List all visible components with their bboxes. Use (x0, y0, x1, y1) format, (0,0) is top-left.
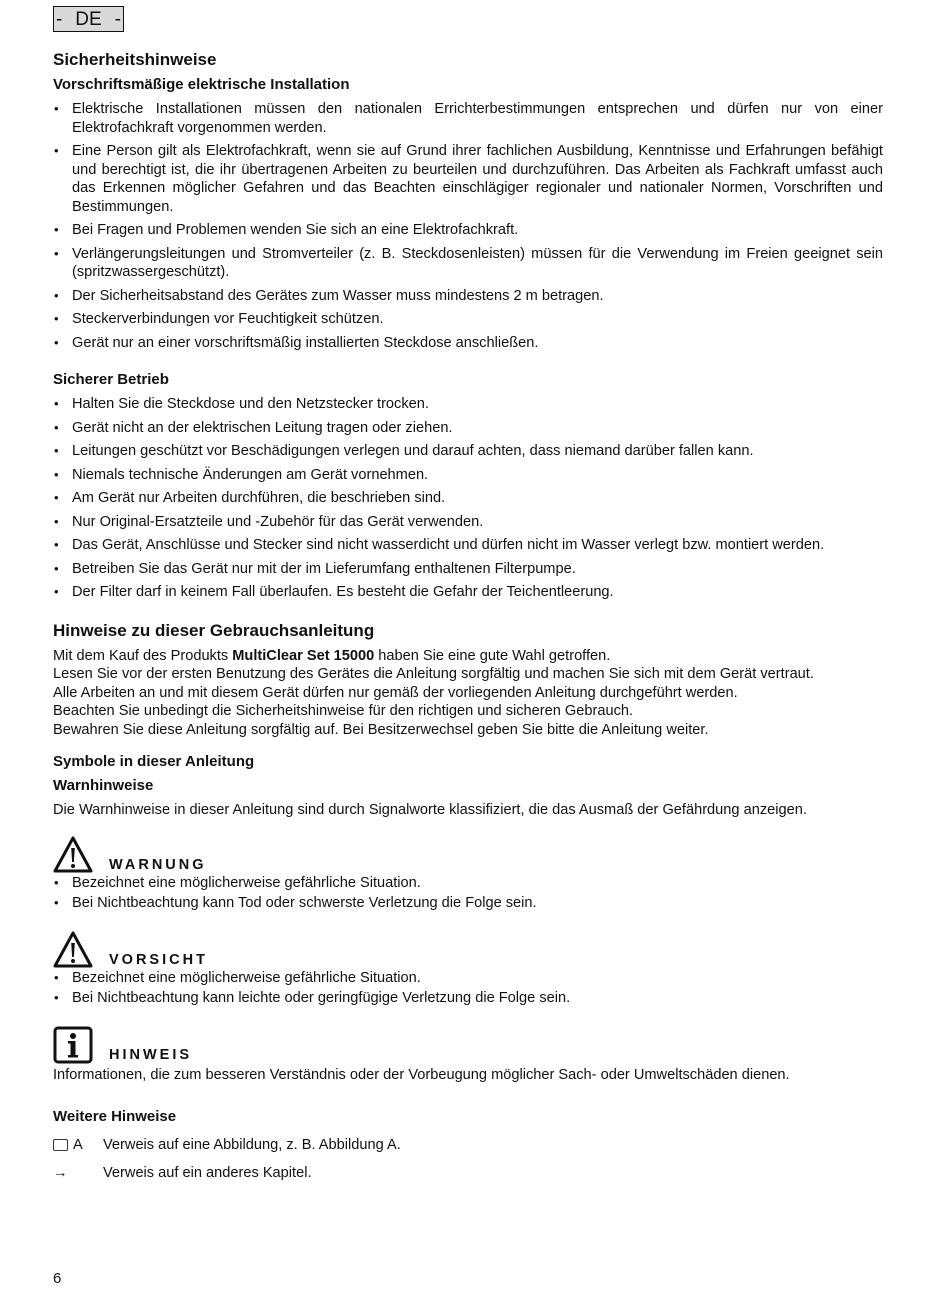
hinweis-text: Informationen, die zum besseren Verständnis oder der Vorbeugung möglicher Sach- oder Umweltschäden dienen. (53, 1066, 790, 1083)
hinweis-header (53, 1024, 883, 1064)
figure-letter: A (73, 1137, 83, 1153)
warnung-list (53, 874, 883, 913)
vorsicht-list (53, 969, 883, 1008)
page-number: 6 (53, 1270, 62, 1287)
figure-reference-row (53, 1136, 883, 1155)
list-item: • Das Gerät, Anschlüsse und Stecker sind nicht wasserdicht und dürfen nicht im Wasser verlegt bzw. montiert werden. (53, 536, 883, 555)
list-item: • Bei Nichtbeachtung kann leichte oder geringfügige Verletzung die Folge sein. (53, 989, 883, 1008)
lang-dash-left: - (56, 9, 63, 30)
safe-operation-heading: Sicherer Betrieb (53, 371, 169, 388)
list-item: • Eine Person gilt als Elektrofachkraft, wenn sie auf Grund ihrer fachlichen Ausbildung, Kenntnisse und Erfahrungen befähigt und berechtigt ist, die ihr übertragenen Arbeiten zu beurteilen und durchzuführen. Das Arbeiten als Fachkraft umfasst auch das Erkennen möglicher Gefahren und das Beachten einschlägiger regionaler und nationaler Normen, Vorschriften und Bestimmungen. (53, 142, 883, 216)
list-item: • Nur Original-Ersatzteile und -Zubehör für das Gerät verwenden. (53, 513, 883, 532)
list-item: • Bei Fragen und Problemen wenden Sie sich an eine Elektrofachkraft. (53, 221, 883, 240)
intro-paragraph: Mit dem Kauf des Produkts MultiClear Set 15000 haben Sie eine gute Wahl getroffen. (53, 647, 611, 664)
list-item: • Bezeichnet eine möglicherweise gefährliche Situation. (53, 874, 883, 893)
hinweis-label: HINWEIS (109, 1047, 193, 1063)
list-item: • Gerät nur an einer vorschriftsmäßig installierten Steckdose anschließen. (53, 334, 883, 353)
figure-box-icon (53, 1139, 68, 1151)
list-item: • Verlängerungsleitungen und Stromverteiler (z. B. Steckdosenleisten) müssen für die Verwendung im Freien geeignet sein (spritzwassergeschützt). (53, 245, 883, 282)
figure-reference-text: Verweis auf eine Abbildung, z. B. Abbildung A. (103, 1137, 401, 1153)
manual-notes-title: Hinweise zu dieser Gebrauchsanleitung (53, 620, 375, 640)
warnung-label: WARNUNG (109, 857, 207, 873)
warning-triangle-icon (53, 836, 93, 874)
vorsicht-label: VORSICHT (109, 952, 208, 968)
list-item: • Der Sicherheitsabstand des Gerätes zum Wasser muss mindestens 2 m betragen. (53, 287, 883, 306)
symbols-heading: Symbole in dieser Anleitung (53, 753, 255, 770)
safety-title: Sicherheitshinweise (53, 50, 217, 69)
manual-paragraph: Alle Arbeiten an und mit diesem Gerät dürfen nur gemäß der vorliegenden Anleitung durchgeführt werden. (53, 684, 738, 701)
list-item: • Betreiben Sie das Gerät nur mit der im Lieferumfang enthaltenen Filterpumpe. (53, 560, 883, 579)
list-item: • Niemals technische Änderungen am Gerät vornehmen. (53, 466, 883, 485)
lang-dash-right: - (114, 9, 121, 30)
warnings-intro: Die Warnhinweise in dieser Anleitung sind durch Signalworte klassifiziert, die das Ausmaß der Gefährdung anzeigen. (53, 802, 807, 818)
info-icon (53, 1026, 93, 1064)
manual-paragraph: Beachten Sie unbedingt die Sicherheitshinweise für den richtigen und sicheren Gebrauch. (53, 703, 634, 719)
list-item: • Elektrische Installationen müssen den nationalen Errichterbestimmungen entsprechen und dürfen nur von einer Elektrofachkraft vorgenommen werden. (53, 100, 883, 137)
arrow-right-icon: → (53, 1164, 68, 1181)
vorsicht-header (53, 929, 883, 969)
electrical-install-heading: Vorschriftsmäßige elektrische Installation (53, 76, 350, 93)
list-item: • Steckerverbindungen vor Feuchtigkeit schützen. (53, 310, 883, 329)
list-item: • Leitungen geschützt vor Beschädigungen verlegen und darauf achten, dass niemand darüber fallen kann. (53, 442, 883, 461)
list-item: • Gerät nicht an der elektrischen Leitung tragen oder ziehen. (53, 419, 883, 438)
list-item: • Bei Nichtbeachtung kann Tod oder schwerste Verletzung die Folge sein. (53, 894, 883, 913)
list-item: • Halten Sie die Steckdose und den Netzstecker trocken. (53, 395, 883, 414)
language-badge (53, 6, 124, 32)
manual-paragraph: Lesen Sie vor der ersten Benutzung des Gerätes die Anleitung sorgfältig und machen Sie sich mit dem Gerät vertraut. (53, 666, 814, 682)
list-item: • Bezeichnet eine möglicherweise gefährliche Situation. (53, 969, 883, 988)
chapter-reference-text: Verweis auf ein anderes Kapitel. (103, 1164, 312, 1181)
warnung-header (53, 834, 883, 874)
manual-paragraph: Bewahren Sie diese Anleitung sorgfältig auf. Bei Besitzerwechsel geben Sie bitte die Anleitung weiter. (53, 721, 709, 738)
chapter-reference-row (53, 1164, 883, 1183)
list-item: • Am Gerät nur Arbeiten durchführen, die beschrieben sind. (53, 489, 883, 508)
caution-triangle-icon (53, 931, 93, 969)
electrical-install-list (53, 100, 883, 352)
product-name: MultiClear Set 15000 (232, 647, 375, 664)
further-notes-heading: Weitere Hinweise (53, 1108, 177, 1125)
page-content (53, 50, 883, 1191)
warnings-heading: Warnhinweise (53, 777, 154, 794)
list-item: • Der Filter darf in keinem Fall überlaufen. Es besteht die Gefahr der Teichentleerung. (53, 583, 883, 602)
lang-code: DE (75, 9, 102, 30)
safe-operation-list (53, 395, 883, 602)
